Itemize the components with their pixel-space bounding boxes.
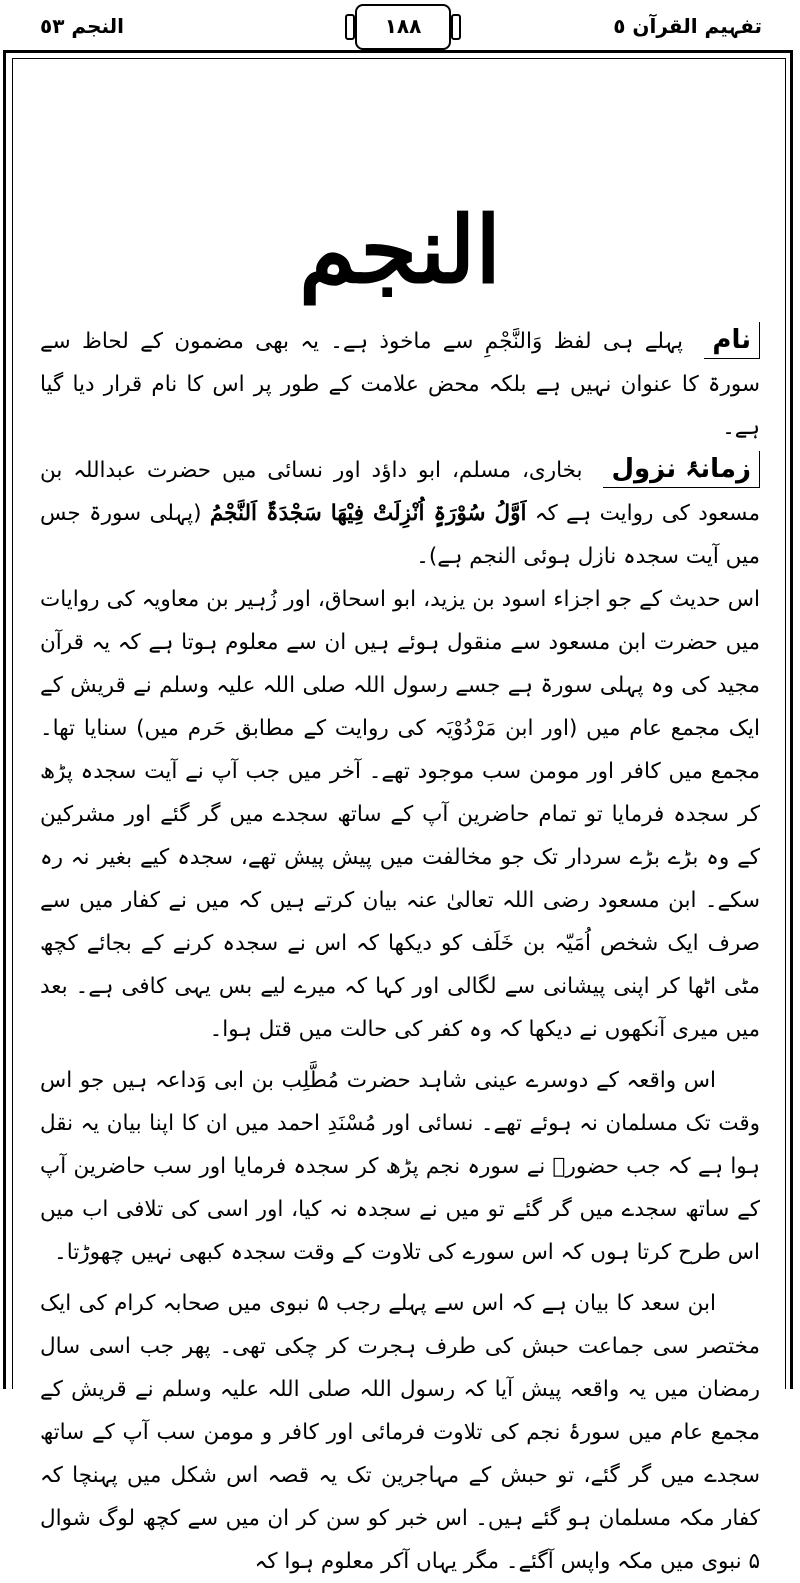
surah-reference: النجم ٥٣	[40, 14, 125, 38]
text-body	[40, 320, 760, 1583]
nuzool-label: زمانۂ نزول	[603, 451, 760, 488]
paragraph-2: اس واقعہ کے دوسرے عینی شاہد حضرت مُطَّلِب بن ابی وَداعہ ہیں جو اس وقت تک مسلمان نہ ہوئے تھے۔ نسائی اور مُسْنَدِ احمد میں ان کا اپنا بیان یہ نقل ہوا ہے کہ جب حضورؐ نے سورہ نجم پڑھ کر سجدہ فرمایا اور سب حاضرین آپ کے ساتھ سجدے میں گر گئے تو میں نے سجدہ نہ کیا، اور اسی کی تلافی اب میں اس طرح کرتا ہوں کہ اس سورے کی تلاوت کے وقت سجدہ کبھی نہیں چھوڑتا۔	[40, 1068, 760, 1265]
paragraph-3: ابن سعد کا بیان ہے کہ اس سے پہلے رجب ۵ نبوی میں صحابہ کرام کی ایک مختصر سی جماعت حبش کی طرف ہجرت کر چکی تھی۔ پھر جب اسی سال رمضان میں یہ واقعہ پیش آیا کہ رسول اللہ صلی اللہ علیہ وسلم نے قریش کے مجمع عام میں سورۂ نجم کی تلاوت فرمائی اور کافر و مومن سب آپ کے ساتھ سجدے میں گر گئے، تو حبش کے مہاجرین تک یہ قصہ اس شکل میں پہنچا کہ کفار مکہ مسلمان ہو گئے ہیں۔ اس خبر کو سن کر ان میں سے کچھ لوگ شوال ۵ نبوی میں مکہ واپس آگئے۔ مگر یہاں آکر معلوم ہوا کہ	[40, 1291, 760, 1574]
nuzool-intro: بخاری، مسلم، ابو داؤد اور نسائی میں حضرت عبداللہ بن مسعود کی روایت ہے کہ	[40, 458, 760, 526]
naam-label: نام	[704, 322, 760, 359]
book-title: تفہیم القرآن ٥	[613, 14, 762, 38]
naam-text: پہلے ہی لفظ وَالنَّجْمِ سے ماخوذ ہے۔ یہ بھی مضمون کے لحاظ سے سورۃ کا عنوان نہیں ہے بلکہ محض علامت کے طور پر اس کا نام قرار دیا گیا ہے۔	[40, 329, 760, 440]
paragraph-1: اس حدیث کے جو اجزاء اسود بن یزید، ابو اسحاق، اور زُہیر بن معاویہ کی روایات میں حضرت ابن مسعود سے منقول ہوئے ہیں ان سے معلوم ہوتا ہے کہ یہ قرآن مجید کی وہ پہلی سورۃ ہے جسے رسول اللہ صلی اللہ علیہ وسلم نے قریش کے ایک مجمع عام میں (اور ابن مَرْدُوْیَہ کی روایت کے مطابق حَرم میں) سنایا تھا۔ مجمع میں کافر اور مومن سب موجود تھے۔ آخر میں جب آپ نے آیت سجدہ پڑھ کر سجدہ فرمایا تو تمام حاضرین آپ کے ساتھ سجدے میں گر گئے اور مشرکین کے وہ بڑے بڑے سردار تک جو مخالفت میں پیش پیش تھے، سجدہ کیے بغیر نہ رہ سکے۔ ابن مسعود رضی اللہ تعالیٰ عنہ بیان کرتے ہیں کہ میں نے کفار میں سے صرف ایک شخص اُمَیّہ بن خَلَف کو دیکھا کہ اس نے سجدہ کرنے کے بجائے کچھ مٹی اٹھا کر اپنی پیشانی سے لگالی اور کہا کہ میرے لیے بس یہی کافی ہے۔ بعد میں میری آنکھوں نے دیکھا کہ وہ کفر کی حالت میں قتل ہوا۔	[40, 587, 760, 1042]
nuzool-quote-gloss: (پہلی سورۃ جس میں آیت سجدہ نازل ہوئی النجم ہے)۔	[40, 501, 760, 569]
nuzool-paragraph	[40, 449, 760, 578]
page-number: ۱۸۸	[355, 4, 451, 50]
nuzool-quote: اَوَّلُ سُوْرَۃٍ اُنْزِلَتْ فِیْھَا سَجْدَۃٌ اَلنَّجْمُ	[209, 501, 527, 526]
naam-paragraph	[40, 320, 760, 449]
surah-title: النجم	[299, 196, 501, 304]
